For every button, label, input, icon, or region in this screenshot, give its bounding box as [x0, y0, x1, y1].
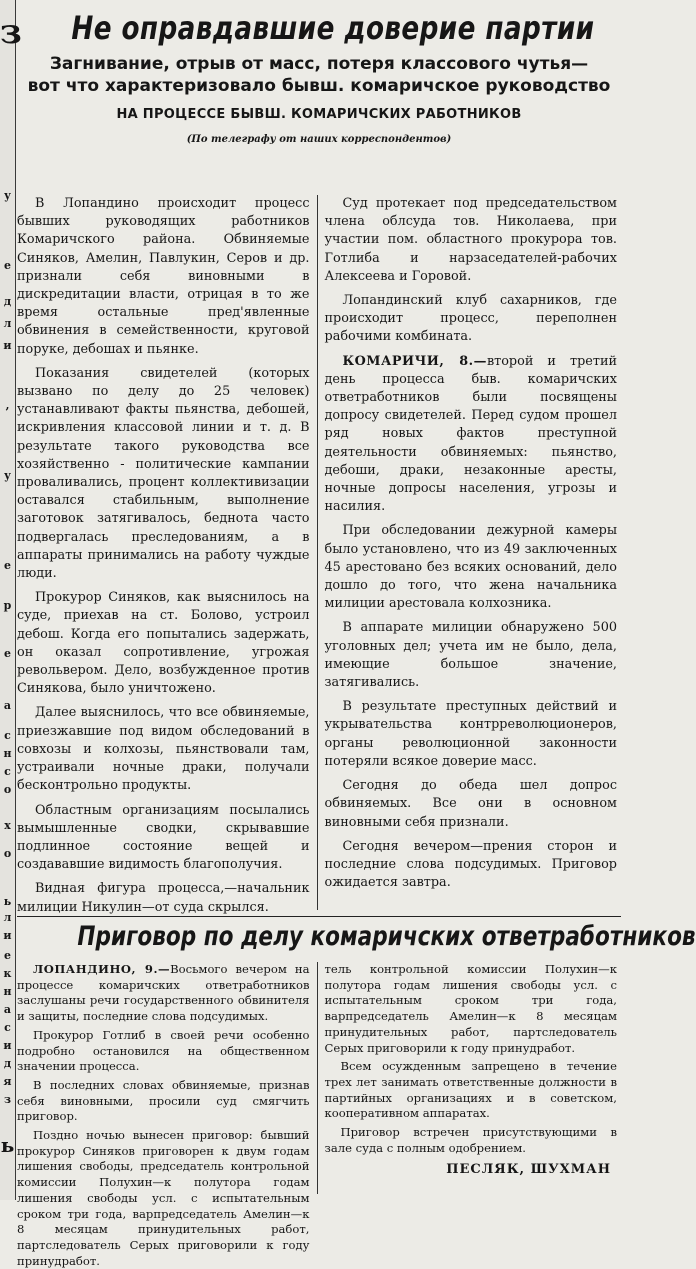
margin-glyph: с	[4, 729, 11, 742]
margin-glyph: е	[4, 259, 11, 272]
paragraph: Суд протекает под председательством члена облсуда тов. Николаева, при участии пом. областного прокурора тов. Готлиба и нарзаседателей-рабочих Алексеева и Горовой.	[324, 196, 617, 284]
paragraph: Сегодня вечером—прения сторон и последние слова подсудимых. Приговор ожидается завтра.	[324, 838, 617, 891]
subheadline-line: вот что характеризовало бывш. комаричское руководство	[27, 76, 611, 96]
paragraph-text: второй и третий день процесса быв. комаричских ответработников были посвящены допросу свидетелей. Перед судом прошел ряд новых фактов преступной деятельности обвиняемых: пьянство, дебоши, драки, незаконные аресты, ночные допросы населения, угрозы и насилия.	[324, 353, 617, 515]
margin-glyph: у	[3, 469, 12, 482]
signature: ПЕСЛЯК, ШУХМАН	[446, 1162, 611, 1178]
subheadline	[17, 53, 621, 97]
article-header	[17, 8, 621, 145]
paragraph: Лопандинский клуб сахарников, где происходит процесс, переполнен рабочими комбината.	[324, 293, 617, 345]
paragraph: Сегодня до обеда шел допрос обвиняемых. Все они в основном виновными себя признали.	[324, 778, 617, 830]
verdict-article-body	[17, 962, 617, 1268]
paragraph: Поздно ночью вынесен приговор: бывший прокурор Синяков приговорен к двум годам лишения свободы, председатель контрольной комиссии Полухин—к полутора годам лишения свободы усл. с испытательным сроком три года, варпредседатель Амелин—к 8 месяцам принудительных работ, партследователь Серых приговорили к году принудработ.	[17, 1128, 310, 1268]
paragraph: Всем осужденным запрещено в течение трех лет занимать ответственные должности в партийных организациях и в советском, кооперативном аппаратах.	[324, 1059, 617, 1121]
section-divider	[17, 916, 621, 917]
paragraph: В последних словах обвиняемые, признав себя виновными, просили суд смягчить приговор.	[17, 1077, 310, 1124]
section-kicker: НА ПРОЦЕССЕ БЫВШ. КОМАРИЧСКИХ РАБОТНИКОВ	[116, 107, 522, 122]
byline: (По телеграфу от наших корреспондентов)	[186, 134, 452, 145]
margin-glyph: и	[3, 339, 12, 352]
margin-glyph: и	[3, 929, 12, 942]
second-headline: Приговор по делу комаричских ответработников	[77, 921, 696, 952]
margin-glyph: з	[3, 1093, 12, 1106]
margin-glyph: а	[3, 699, 12, 712]
margin-glyph: с	[4, 765, 11, 778]
verdict-column-right	[317, 962, 618, 1194]
paragraph: В Лопандино происходит процесс бывших руководящих работников Комаричского района. Обвиняемые Синяков, Амелин, Павлукин, Серов и др. признали себя виновными в дискредитации власти, отрицая в то же время остальные пред'явленные обвинения в семейственности, круговой поруке, дебошах и пьянке.	[17, 196, 310, 357]
margin-glyph: н	[3, 747, 12, 760]
dateline: КОМАРИЧИ, 8.—	[342, 353, 487, 369]
margin-glyph: р	[3, 599, 12, 612]
paragraph	[325, 353, 618, 517]
verdict-column-left	[17, 962, 317, 1268]
paragraph: В аппарате милиции обнаружено 500 уголовных дел; учета им не было, дела, имеющие большое значение, затягивались.	[324, 620, 617, 691]
paragraph: Приговор встречен присутствующими в зале суда с полным одобрением.	[324, 1125, 617, 1155]
margin-glyph: к	[3, 967, 12, 980]
left-margin-strip	[0, 0, 22, 1200]
margin-glyph: з	[0, 12, 22, 52]
margin-glyph: д	[3, 1057, 12, 1070]
paragraph: Показания свидетелей (которых вызвано по делу до 25 человек) устанавливают факты пьянства, дебошей, искривления классовой линии и т. д. В результате такого руководства все хозяйственно - политические кампании проваливались, процент коллективизации оставался стабильным, выполнение заготовок затягивалось, беднота часто подвергалась преследованиям, а в аппараты принимались на работу чуждые люди.	[17, 365, 310, 582]
paragraph	[17, 962, 310, 1025]
margin-glyph: о	[3, 783, 12, 796]
margin-glyph: о	[3, 847, 12, 860]
headline: Не оправдавшие доверие партии	[71, 9, 595, 47]
margin-glyph: ь	[3, 895, 12, 908]
paragraph: Далее выяснилось, что все обвиняемые, приезжавшие под видом обследований в совхозы и колхозы, пьянствовали там, устраивали ночные драки, получали бесконтрольно продукты.	[17, 705, 310, 794]
margin-glyph: х	[4, 819, 11, 832]
article-column-right	[317, 195, 618, 910]
paragraph: Областным организациям посылались вымышленные сводки, скрывавшие подлинное состояние вещей и создававшие видимость благополучия.	[17, 802, 310, 873]
margin-glyph: с	[4, 1021, 11, 1034]
margin-glyph: д	[3, 295, 12, 308]
article-body	[17, 195, 617, 915]
paragraph: тель контрольной комиссии Полухин—к полутора годам лишения свободы усл. с испытательным сроком три года, варпредседатель Амелин—к 8 месяцам принудительных работ, партследователь Серых приговорили к году принудработ.	[324, 962, 617, 1055]
paragraph: При обследовании дежурной камеры было установлено, что из 49 заключенных 45 арестовано без всяких оснований, дело дошло до того, что жена начальника милиции арестовала колхозника.	[324, 523, 617, 612]
margin-glyph: а	[3, 1003, 12, 1016]
margin-glyph: ,	[5, 399, 10, 412]
subheadline-line: Загнивание, отрыв от масс, потеря классового чутья—	[49, 54, 589, 74]
paragraph: Прокурор Готлиб в своей речи особенно подробно остановился на общественном значении процесса.	[17, 1027, 310, 1074]
margin-glyph: е	[4, 949, 11, 962]
margin-glyph: я	[3, 1075, 12, 1088]
margin-glyph: и	[3, 1039, 12, 1052]
margin-glyph: л	[3, 317, 12, 330]
margin-glyph: у	[3, 189, 12, 202]
margin-glyph: е	[4, 559, 11, 572]
paragraph: Прокурор Синяков, как выяснилось на суде, приехав на ст. Болово, устроил дебош. Когда его попытались задержать, он оказал сопротивление, угрожая револьвером. Дело, возбужденное против Синякова, было уничтожено.	[17, 590, 310, 697]
article-column-left	[17, 195, 317, 915]
margin-glyph: ь	[0, 1133, 15, 1157]
paragraph: В результате преступных действий и укрывательства контрреволюционеров, органы революционной законности потеряли всякое доверие масс.	[324, 699, 617, 769]
dateline: ЛОПАНДИНО, 9.—	[33, 962, 171, 976]
margin-glyph: н	[3, 985, 12, 998]
paragraph-text: Восьмого вечером на процессе комаричских ответработников заслушаны речи государственного обвинителя и защиты, последние слова подсудимых.	[17, 962, 310, 1024]
margin-glyph: л	[3, 911, 12, 924]
margin-glyph: е	[4, 647, 11, 660]
paragraph: Видная фигура процесса,—начальник милиции Никулин—от суда скрылся.	[17, 881, 310, 915]
